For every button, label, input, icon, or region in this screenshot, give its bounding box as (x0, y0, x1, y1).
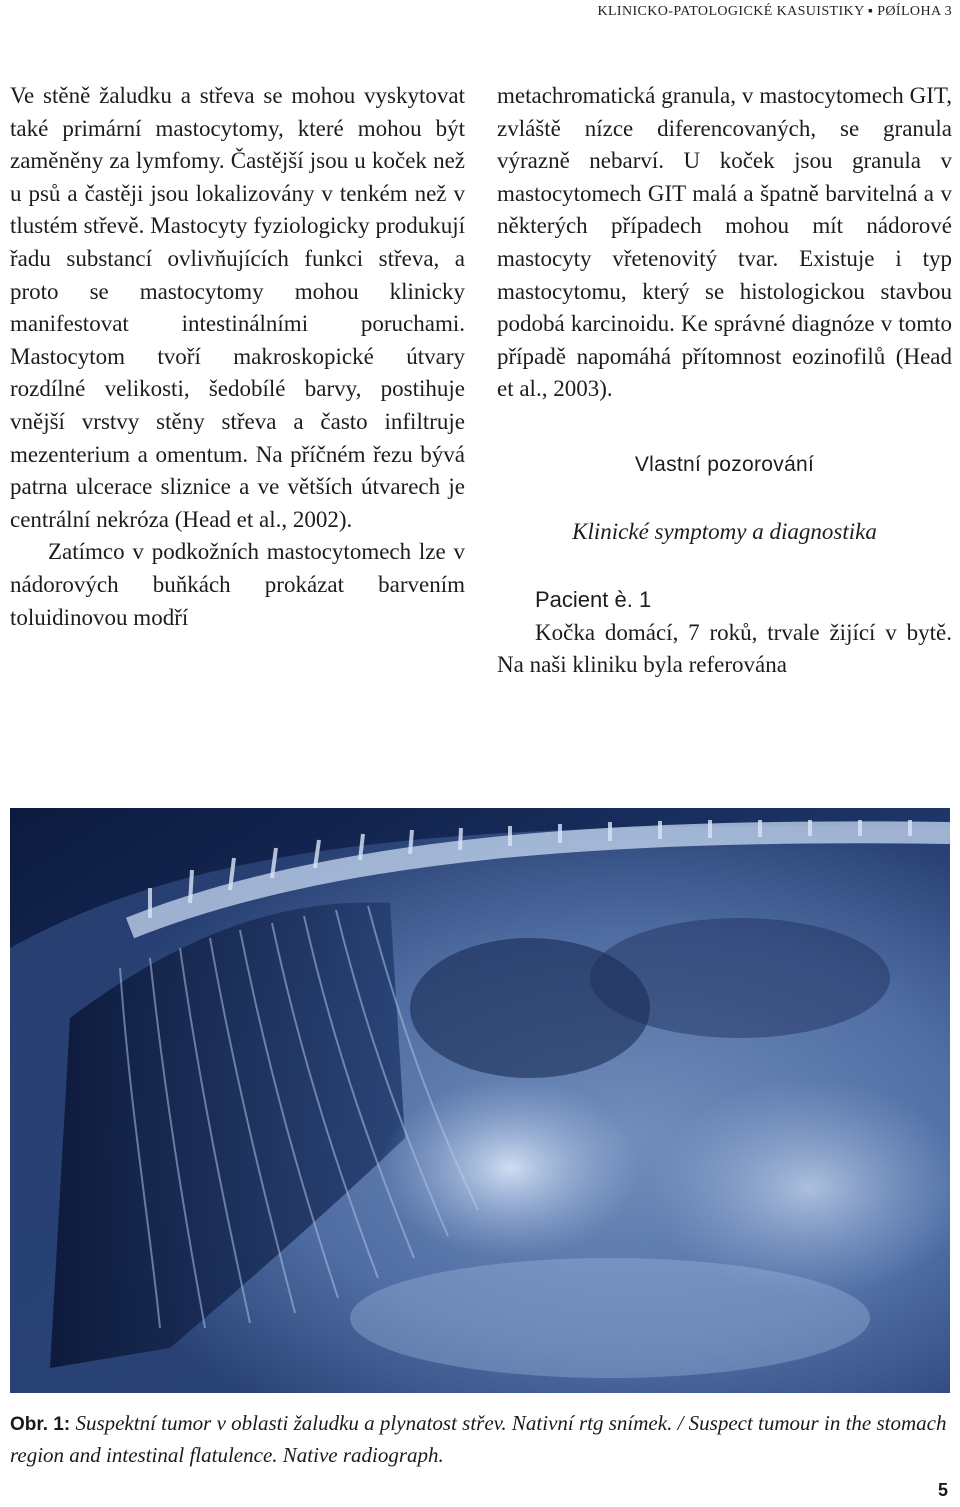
radiograph-image (10, 808, 950, 1393)
subsection-title: Klinické symptomy a diagnostika (572, 518, 877, 544)
intestinal-gas (590, 918, 890, 1038)
caption-text: Suspektní tumor v oblasti žaludku a plynatost střev. Nativní rtg snímek. / Suspect tumour in the stomach region and intestinal flatulence. Native radiograph. (10, 1411, 947, 1467)
body-paragraph: Ve stěně žaludku a střeva se mohou vyskytovat také primární mastocytomy, které mohou být zaměněny za lymfomy. Častější jsou u koček než u psů a častěji jsou lokalizovány v tenkém než v tlustém střevě. Mastocyty fyziologicky produkují řadu substancí ovlivňujících funkci střeva, a proto se mastocytomy mohou klinicky manifestovat intestinálními poruchami. Mastocytom tvoří makroskopické útvary rozdílné velikosti, šedobílé barvy, postihuje vnější vrstvy stěny střeva a často infiltruje mezenterium a omentum. Na příčném řezu bývá patrna ulcerace sliznice a ve větších útvarech je centrální nekróza (Head et al., 2002). (10, 83, 465, 532)
running-header: KLINICKO-PATOLOGICKÉ KASUISTIKY ▪ PØÍLOHA 3 (597, 4, 952, 19)
right-column (497, 80, 952, 682)
left-column (10, 80, 465, 634)
section-title: Vlastní pozorování (634, 452, 815, 476)
body-paragraph: metachromatická granula, v mastocytomech GIT, zvláště nízce diferencovaných, se granula výrazně nebarví. U koček jsou granula v mastocytomech GIT malá a špatně barvitelná a v některých případech mohou mít nádorové mastocyty vřetenovitý tvar. Existuje i typ mastocytomu, který se histologickou stavbou podobá karcinoidu. Ke správné diagnóze v tomto případě napomáhá přítomnost eozinofilů (Head et al., 2003). (497, 83, 952, 402)
body-paragraph: Zatímco v podkožních mastocytomech lze v nádorových buňkách prokázat barvením toluidinovou modří (10, 539, 465, 630)
page-number: 5 (937, 1480, 948, 1500)
radiograph-figure (10, 808, 950, 1393)
figure-caption (10, 1408, 955, 1470)
patient-paragraph: Kočka domácí, 7 roků, trvale žijící v bytě. Na naši kliniku byla referována (497, 619, 952, 678)
caption-label: Obr. 1: (10, 1414, 71, 1435)
patient-label: Pacient è. 1 (535, 586, 652, 612)
suspect-mass (380, 1078, 640, 1258)
